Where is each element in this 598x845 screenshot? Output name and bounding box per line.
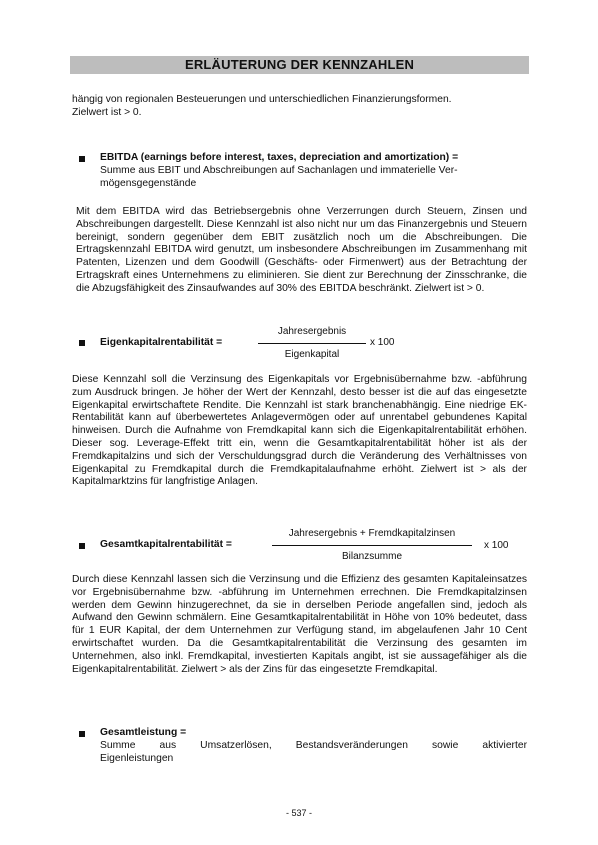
page-number: - 537 -: [285, 808, 312, 818]
bullet-icon: [79, 731, 85, 737]
gkr-term: Gesamtkapitalrentabilität =: [100, 539, 232, 550]
gesamtleistung-def-line-2: Eigenleistungen: [100, 752, 174, 764]
gesamtleistung-def-line-1: Summe aus Umsatzerlösen, Bestandsveränderungen sowie aktivierter: [100, 739, 527, 751]
bullet-icon: [79, 156, 85, 162]
bullet-icon: [79, 543, 85, 549]
ebitda-def-line-2: mögensgegenstände: [100, 177, 197, 189]
intro-line-2: Zielwert ist > 0.: [72, 106, 142, 118]
gesamtleistung-term: Gesamtleistung =: [100, 727, 187, 738]
page-title: ERLÄUTERUNG DER KENNZAHLEN: [70, 56, 529, 74]
ekr-term: Eigenkapitalrentabilität =: [100, 337, 223, 348]
ekr-fraction-line: [258, 343, 366, 344]
intro-line-1: hängig von regionalen Besteuerungen und unterschiedlichen Finanzierungsformen.: [72, 94, 452, 105]
ekr-multiplier: x 100: [370, 337, 395, 348]
gkr-denominator: Bilanzsumme: [341, 551, 403, 562]
gkr-numerator: Jahresergebnis + Fremdkapitalzinsen: [288, 528, 456, 539]
gkr-paragraph: Durch diese Kennzahl lassen sich die Verzinsung und die Effizienz des gesamten Kapitaleinsatzes vor Ergebnisübernahme bzw. -abführung im Unternehmen errechnen. Die Fremdkapitalzinsen werden dem Gewinn hinzugerechnet, da sie in derselben Periode angefallen sind, jedoch als Aufwand den Gewinn schmälern. Eine Gesamtkapitalrentabilität in Höhe von 10% bedeutet, dass für 1 EUR Kapital, der dem Unternehmen zur Verfügung stand, im abgelaufenen Jahr 10 Cent erwirtschaftet wurden. Da die Gesamtkapitalrentabilität die Verzinsung des gesamten im Unternehmen, also inkl. Fremdkapital, investierten Kapitals angibt, ist sie aussagefähiger als die Eigenkapitalrentabilität. Zielwert > als der Zins für das eingesetzte Fremdkapital.: [72, 574, 527, 675]
ebitda-def-line-1: Summe aus EBIT und Abschreibungen auf Sachanlagen und immaterielle Ver-: [100, 164, 458, 176]
gkr-multiplier: x 100: [484, 540, 509, 551]
gesamtleistung-definition: [100, 727, 527, 765]
ebitda-term: EBITDA (earnings before interest, taxes, depreciation and amortization) =: [100, 152, 459, 163]
ekr-paragraph: Diese Kennzahl soll die Verzinsung des Eigenkapitals vor Ergebnisübernahme bzw. -abführung zum Ausdruck bringen. Je höher der Wert der Kennzahl, desto besser ist die auf das eingesetzte Eigenkapital erwirtschaftete Rendite. Die Kennzahl ist stark branchenabhängig. Eine niedrige EK-Rentabilität kann auf überbewertetes Anlagevermögen oder auf unrentabel gebundenes Kapital hinweisen. Durch die Aufnahme von Fremdkapital kann sich die Eigenkapitalrentabilität erhöhen. Dieser sog. Leverage-Effekt tritt ein, wenn die Gesamtkapitalrentabilität höher ist als der Fremdkapitalzins und sich der Verschuldungsgrad durch die Veränderung des Verhältnisses von Eigenkapital zu Fremdkapital durch die Fremdkapitalaufnahme erhöht. Zielwert ist > als der Kapitalmarktzins für langfristige Anlagen.: [72, 374, 527, 488]
ebitda-paragraph: Mit dem EBITDA wird das Betriebsergebnis ohne Verzerrungen durch Steuern, Zinsen und Abschreibungen dargestellt. Diese Kennzahl ist also nicht nur um das Finanzergebnis und Steuern bereinigt, sondern gegenüber dem EBIT zusätzlich noch um die Abschreibungen. Die Ertragskennzahl EBITDA wird genutzt, um insbesondere Abschreibungen im Zusammenhang mit Patenten, Lizenzen und dem Goodwill (Geschäfts- oder Firmenwert) aus der Betrachtung der Ertragskraft eines Unternehmens zu eliminieren. Sie dient zur Berechnung der Zinsschranke, die die Abzugsfähigkeit des Zinsaufwandes auf 30% des EBITDA beschränkt. Zielwert ist > 0.: [76, 206, 527, 294]
intro-continued: [72, 94, 527, 120]
ekr-denominator: Eigenkapital: [284, 349, 340, 360]
ebitda-definition: [100, 152, 527, 190]
bullet-icon: [79, 340, 85, 346]
gkr-fraction-line: [272, 545, 472, 546]
ekr-numerator: Jahresergebnis: [277, 326, 347, 337]
